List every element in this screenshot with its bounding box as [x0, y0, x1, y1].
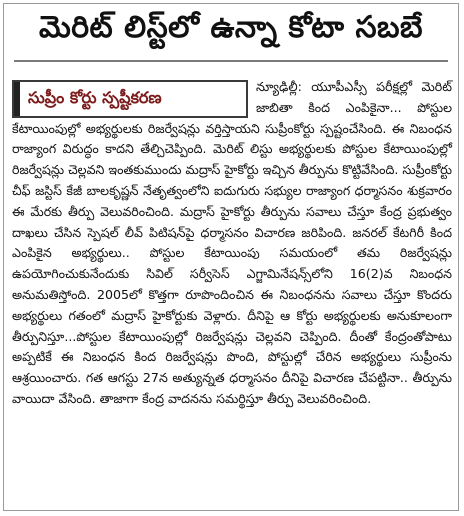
- headline: మెరిట్ లిస్ట్‌లో ఉన్నా కోటా సబబే: [38, 10, 424, 45]
- article-body: [12, 77, 452, 410]
- article-text: న్యూఢిల్లీ: యూపీఎస్సీ పరీక్షల్లో మెరిట్ జాబితా కింద ఎంపికైనా... పోస్టుల కేటాయింపుల్లో అభ్యర్థులకు రిజర్వేషన్లు వర్తిస్తాయని సుప్రీంకోర్టు స్పష్టంచేసింది. ఈ నిబంధన రాజ్యాంగ విరుద్ధం కాదని తేల్చిచెప్పింది. మెరిట్ లిస్టు అభ్యర్థులకు పోస్టుల కేటాయింపుల్లో రిజర్వేషన్లు చెల్లవని ఇంతకుముందు మద్రాస్ హైకోర్టు ఇచ్చిన తీర్పును కొట్టివేసింది. సుప్రీంకోర్టు చీఫ్ జస్టిస్ కేజీ బాలకృష్ణన్ నేతృత్వంలోని ఐదుగురు సభ్యుల రాజ్యాంగ ధర్మాసనం శుక్రవారం ఈ మేరకు తీర్పు వెలువరించింది. మద్రాస్ హైకోర్టు తీర్పును సవాలు చేస్తూ కేంద్ర ప్రభుత్వం దాఖలు చేసిన స్పెషల్ లీవ్ పిటిషన్‌పై ధర్మాసనం విచారణ జరిపింది. జనరల్ కేటగిరీ కింద ఎంపికైన అభ్యర్థులు.. పోస్టుల కేటాయింపు సమయంలో తమ రిజర్వేషన్లు ఉపయోగించుకునేందుకు సివిల్ సర్వీసెస్ ఎగ్జామినేషన్స్‌లోని 16(2)వ నిబంధన అనుమతిస్తోంది. 2005లో కొత్తగా రూపొందించిన ఈ నిబంధనను సవాలు చేస్తూ కొందరు అభ్యర్థులు గతంలో మద్రాస్ హైకోర్టుకు వెళ్లారు. దీనిపై ఆ కోర్టు అభ్యర్థులకు అనుకూలంగా తీర్పునిస్తూ...పోస్టుల కేటాయింపుల్లో రిజర్వేషన్లు చెల్లవని చెప్పింది. దీంతో కేంద్రంతోపాటు అప్పటికే ఈ నిబంధన కింద రిజర్వేషన్లు పొంది, పోస్టుల్లో చేరిన అభ్యర్థులు సుప్రీంను ఆశ్రయించారు. గత ఆగస్టు 27న అత్యున్నత ధర్మాసనం దీనిపై విచారణ చేపట్టినా.. తీర్పును వాయిదా వేసింది. తాజాగా కేంద్ర వాదనను సమర్థిస్తూ తీర్పు వెలువరించింది.: [12, 79, 452, 406]
- subheading-spacer: [12, 77, 256, 117]
- newspaper-clipping: [3, 3, 459, 511]
- headline-divider: [14, 60, 448, 62]
- subheading: సుప్రీం కోర్టు స్పష్టీకరణ: [28, 87, 162, 107]
